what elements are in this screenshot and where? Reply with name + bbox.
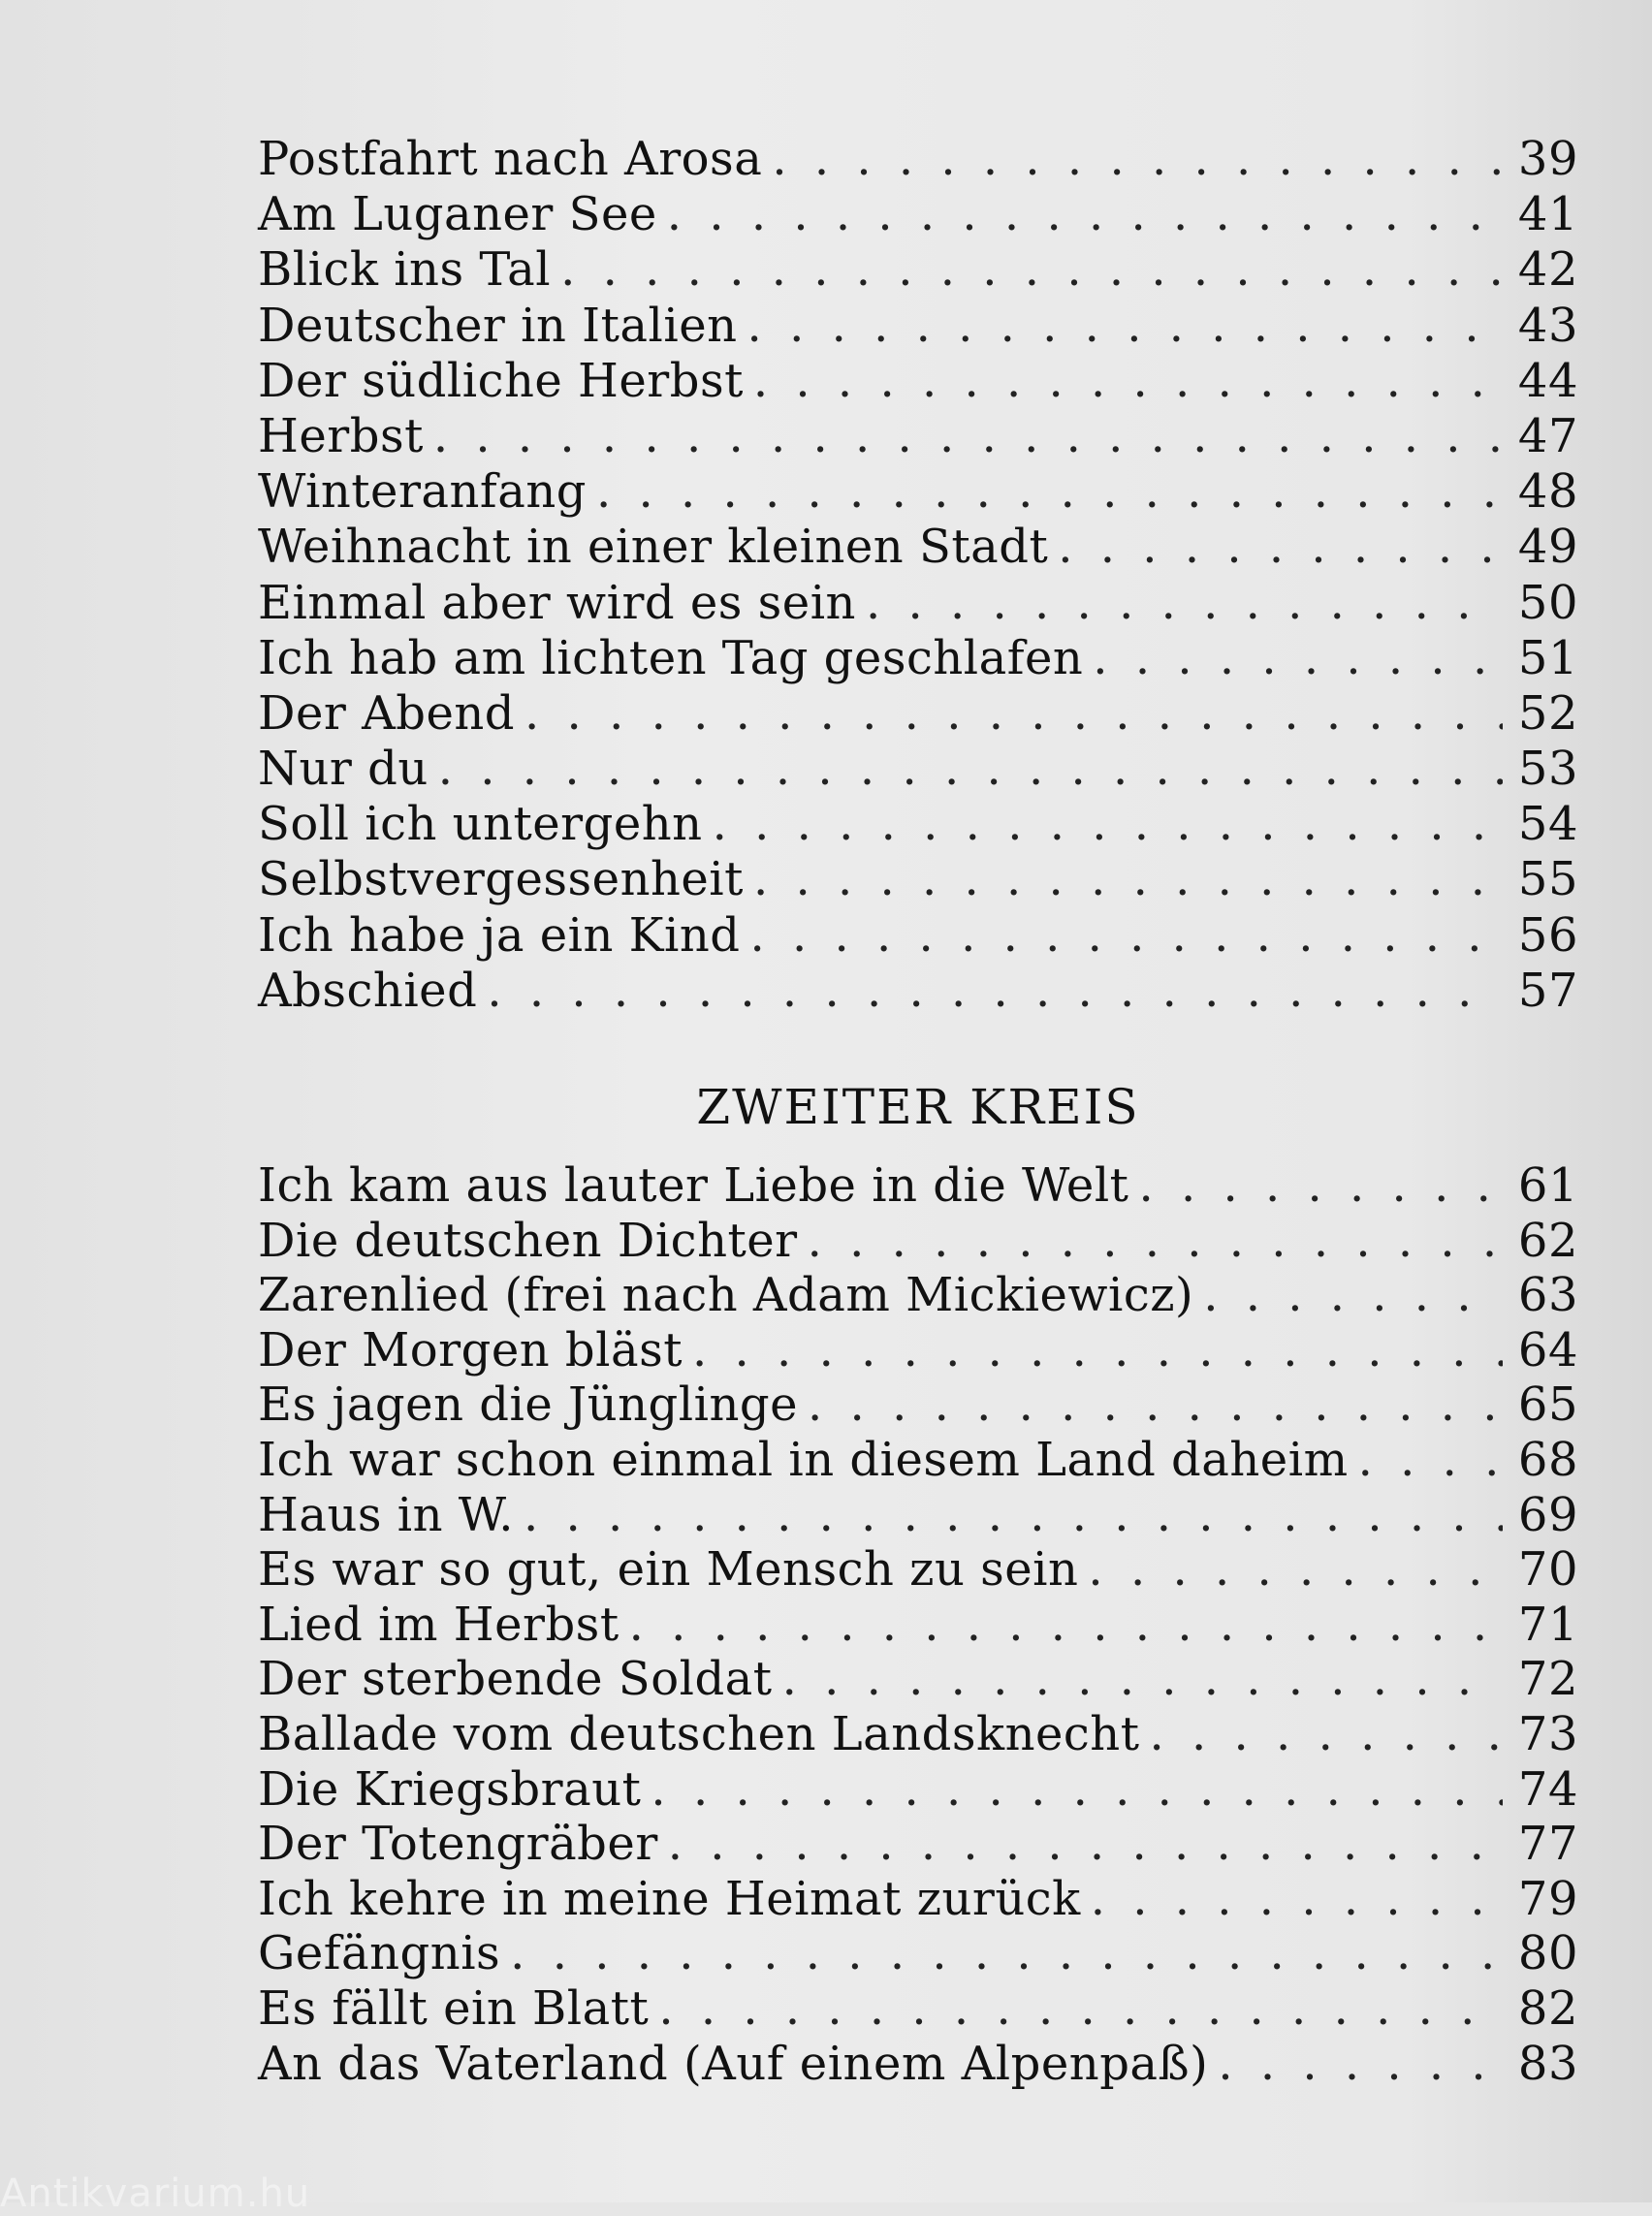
toc-entry-page-number: 82 (1517, 1980, 1578, 2036)
toc-entry-title: Der südliche Herbst (258, 353, 744, 408)
toc-entry-page-number: 79 (1517, 1871, 1578, 1926)
toc-entry-page-number: 64 (1517, 1322, 1578, 1377)
toc-entry-page-number: 74 (1517, 1761, 1578, 1817)
dot-leader (713, 797, 1503, 852)
dot-leader (1091, 1872, 1503, 1927)
toc-first-section (258, 132, 1578, 1019)
toc-entry-page-number: 42 (1517, 242, 1578, 298)
toc-entry-title: Nur du (258, 742, 429, 797)
toc-entry (258, 964, 1578, 1019)
toc-entry (258, 409, 1578, 464)
dot-leader (782, 1652, 1503, 1707)
dot-leader (772, 132, 1503, 187)
toc-entry (258, 1872, 1578, 1927)
toc-entry-title: Herbst (258, 408, 424, 463)
toc-entry-page-number: 47 (1517, 408, 1578, 463)
dot-leader (808, 1214, 1503, 1269)
toc-entry-page-number: 53 (1517, 742, 1578, 797)
toc-entry-page-number: 57 (1517, 963, 1578, 1018)
toc-entry (258, 520, 1578, 575)
dot-leader (596, 464, 1503, 520)
toc-entry (258, 132, 1578, 187)
toc-entry (258, 1433, 1578, 1488)
toc-entry (258, 852, 1578, 907)
toc-entry-page-number: 49 (1517, 520, 1578, 575)
dot-leader (487, 964, 1503, 1019)
toc-entry-title: Es jagen die Jünglinge (258, 1377, 799, 1433)
dot-leader (753, 354, 1503, 409)
dot-leader (866, 576, 1503, 631)
toc-entry (258, 1707, 1578, 1762)
dot-leader (524, 686, 1503, 742)
toc-entry (258, 576, 1578, 631)
toc-entry-title: Ich habe ja ein Kind (258, 907, 741, 963)
toc-entry-page-number: 62 (1517, 1213, 1578, 1268)
toc-entry-title: Es war so gut, ein Mensch zu sein (258, 1542, 1079, 1598)
toc-entry (258, 1268, 1578, 1323)
dot-leader (692, 1323, 1503, 1378)
toc-entry-title: Weihnacht in einer kleinen Stadt (258, 520, 1049, 575)
toc-entry (258, 797, 1578, 852)
toc-entry (258, 742, 1578, 797)
toc-entry (258, 1214, 1578, 1269)
dot-leader (749, 908, 1503, 964)
toc-entry (258, 242, 1578, 298)
toc-entry-title: Blick ins Tal (258, 242, 552, 298)
dot-leader (753, 852, 1503, 907)
dot-leader (747, 299, 1503, 354)
toc-entry-page-number: 55 (1517, 852, 1578, 907)
toc-entry-page-number: 69 (1517, 1487, 1578, 1542)
toc-entry (258, 1323, 1578, 1378)
toc-entry-page-number: 80 (1517, 1926, 1578, 1981)
toc-entry-title: Zarenlied (frei nach Adam Mickiewicz) (258, 1268, 1194, 1323)
toc-entry-title: Am Luganer See (258, 187, 657, 242)
dot-leader (651, 1762, 1503, 1818)
toc-entry-title: Gefängnis (258, 1926, 501, 1981)
toc-entry-title: Soll ich untergehn (258, 797, 703, 852)
dot-leader (1058, 520, 1503, 575)
dot-leader (667, 187, 1503, 242)
toc-entry-page-number: 73 (1517, 1706, 1578, 1761)
toc-entry-page-number: 63 (1517, 1268, 1578, 1323)
toc-entry (258, 1762, 1578, 1818)
toc-entry-title: Es fällt ein Blatt (258, 1980, 650, 2036)
dot-leader (1150, 1707, 1504, 1762)
toc-entry-page-number: 56 (1517, 907, 1578, 963)
toc-entry (258, 1981, 1578, 2037)
toc-entry-title: Ich hab am lichten Tag geschlafen (258, 630, 1084, 685)
toc-entry-page-number: 83 (1517, 2036, 1578, 2091)
toc-entry-title: Ballade vom deutschen Landsknecht (258, 1706, 1140, 1761)
dot-leader (668, 1817, 1503, 1872)
toc-entry-title: Deutscher in Italien (258, 298, 738, 353)
toc-entry (258, 1926, 1578, 1981)
toc-entry (258, 631, 1578, 686)
toc-entry-page-number: 39 (1517, 132, 1578, 186)
toc-entry-title: Die deutschen Dichter (258, 1213, 798, 1268)
toc-entry (258, 464, 1578, 520)
toc-entry-title: Der Totengräber (258, 1817, 658, 1872)
dot-leader (629, 1598, 1503, 1653)
toc-entry-title: Die Kriegsbraut (258, 1761, 642, 1817)
toc-entry-page-number: 72 (1517, 1652, 1578, 1707)
toc-entry-title: Selbstvergessenheit (258, 852, 744, 907)
toc-entry (258, 299, 1578, 354)
toc-second-section (258, 1158, 1578, 2091)
dot-leader (1218, 2037, 1503, 2092)
toc-entry-page-number: 71 (1517, 1597, 1578, 1652)
toc-entry-page-number: 54 (1517, 797, 1578, 852)
dot-leader (1088, 1542, 1503, 1598)
toc-entry (258, 2037, 1578, 2092)
toc-entry-page-number: 50 (1517, 575, 1578, 630)
section-heading-zweiter-kreis: ZWEITER KREIS (696, 1079, 1140, 1135)
dot-leader (1358, 1433, 1503, 1488)
dot-leader (658, 1981, 1503, 2037)
toc-entry (258, 908, 1578, 964)
toc-entry-page-number: 68 (1517, 1432, 1578, 1487)
toc-entry-title: Der Abend (258, 685, 516, 741)
toc-entry-page-number: 61 (1517, 1158, 1578, 1213)
toc-entry-page-number: 41 (1517, 187, 1578, 242)
toc-entry-title: Haus in W. (258, 1487, 515, 1542)
toc-entry-page-number: 48 (1517, 464, 1578, 520)
toc-entry (258, 1542, 1578, 1598)
toc-entry (258, 354, 1578, 409)
toc-entry-title: Abschied (258, 963, 478, 1018)
toc-entry (258, 686, 1578, 742)
toc-entry-title: Einmal aber wird es sein (258, 575, 856, 630)
toc-entry (258, 1158, 1578, 1214)
dot-leader (1203, 1268, 1503, 1323)
dot-leader (438, 742, 1503, 797)
toc-entry (258, 1377, 1578, 1433)
toc-entry-title: Ich war schon einmal in diesem Land daheim (258, 1432, 1349, 1487)
toc-entry (258, 1652, 1578, 1707)
dot-leader (510, 1926, 1503, 1981)
toc-entry-page-number: 77 (1517, 1817, 1578, 1872)
toc-entry-title: Ich kam aus lauter Liebe in die Welt (258, 1158, 1129, 1213)
watermark: Antikvarium.hu (0, 2171, 311, 2216)
toc-entry-title: Der sterbende Soldat (258, 1652, 773, 1707)
dot-leader (1093, 631, 1503, 686)
dot-leader (524, 1488, 1503, 1543)
toc-entry-page-number: 51 (1517, 630, 1578, 685)
toc-entry (258, 187, 1578, 242)
dot-leader (560, 242, 1503, 298)
toc-entry-page-number: 44 (1517, 353, 1578, 408)
toc-entry-title: An das Vaterland (Auf einem Alpenpaß) (258, 2036, 1209, 2091)
toc-entry (258, 1598, 1578, 1653)
dot-leader (808, 1377, 1503, 1433)
toc-entry-page-number: 52 (1517, 685, 1578, 741)
toc-entry-title: Lied im Herbst (258, 1597, 620, 1652)
dot-leader (433, 409, 1503, 464)
dot-leader (1138, 1158, 1503, 1214)
toc-entry-title: Winteranfang (258, 464, 587, 520)
toc-entry-page-number: 70 (1517, 1542, 1578, 1598)
toc-entry-page-number: 43 (1517, 298, 1578, 353)
toc-entry-title: Der Morgen bläst (258, 1322, 683, 1377)
toc-entry-page-number: 65 (1517, 1377, 1578, 1433)
toc-entry-title: Postfahrt nach Arosa (258, 132, 763, 186)
toc-entry (258, 1817, 1578, 1872)
toc-entry-title: Ich kehre in meine Heimat zurück (258, 1871, 1081, 1926)
toc-entry (258, 1488, 1578, 1543)
